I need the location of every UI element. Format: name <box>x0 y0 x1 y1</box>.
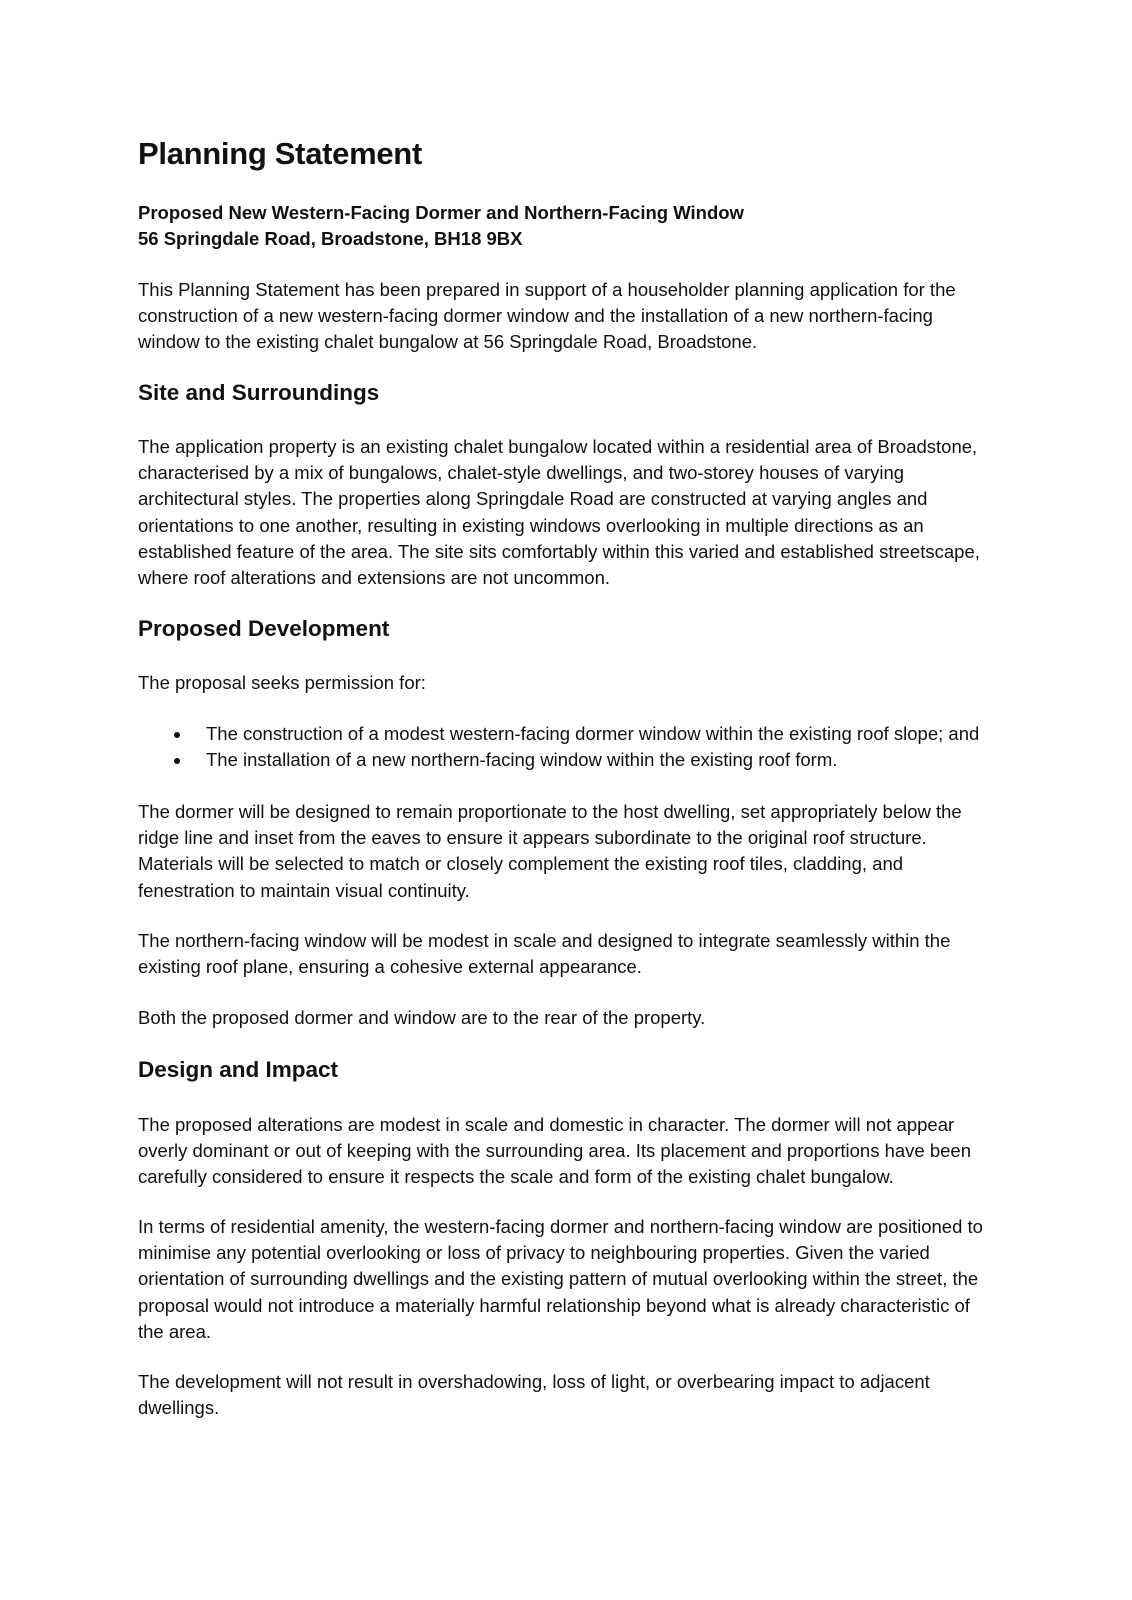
impact-paragraph <box>138 1369 1008 1421</box>
text-line: proposal would not introduce a materially harmful relationship beyond what is already characteristic of <box>138 1294 970 1316</box>
text-line: The proposed alterations are modest in scale and domestic in character. The dormer will not appear <box>138 1114 955 1135</box>
text-line: The application property is an existing chalet bungalow located within a residential area of Broadstone, <box>138 436 978 457</box>
text-line: the area. <box>138 1320 212 1342</box>
window-paragraph <box>138 928 1008 980</box>
text-line: overly dominant or out of keeping with the surrounding area. Its placement and proportions have been <box>138 1140 972 1162</box>
text-line: existing roof plane, ensuring a cohesive external appearance. <box>138 956 642 978</box>
text-line: orientation of surrounding dwellings and the existing pattern of mutual overlooking within the street, the <box>138 1268 979 1290</box>
text-line: construction of a new western-facing dormer window and the installation of a new northern-facing <box>138 305 933 327</box>
text-line: window to the existing chalet bungalow at 56 Springdale Road, Broadstone. <box>138 331 758 353</box>
text-line: carefully considered to ensure it respects the scale and form of the existing chalet bungalow. <box>138 1166 894 1188</box>
text-line: ridge line and inset from the eaves to ensure it appears subordinate to the original roof structure. <box>138 827 927 849</box>
text-line: Both the proposed dormer and window are to the rear of the property. <box>138 1007 706 1028</box>
subheading-address: 56 Springdale Road, Broadstone, BH18 9BX <box>138 228 523 249</box>
list-item <box>138 721 979 747</box>
text-line: dwellings. <box>138 1397 220 1419</box>
design-heading: Design and Impact <box>138 1057 339 1082</box>
text-line: established feature of the area. The site sits comfortably within this varied and established streetscape, <box>138 540 980 562</box>
text-line: fenestration to maintain visual continuity. <box>138 879 470 901</box>
text-line: orientations to one another, resulting in existing windows overlooking in multiple directions as an <box>138 514 924 536</box>
dormer-paragraph <box>138 799 1008 904</box>
list-item-text: The construction of a modest western-facing dormer window within the existing roof slope; and <box>206 723 980 744</box>
text-line: characterised by a mix of bungalows, chalet-style dwellings, and two-storey houses of varying <box>138 462 905 484</box>
amenity-paragraph <box>138 1214 1008 1345</box>
text-line: where roof alterations and extensions are not uncommon. <box>138 567 611 589</box>
page-title: Planning Statement <box>138 136 422 171</box>
list-item-text: The installation of a new northern-facing window within the existing roof form. <box>206 749 838 771</box>
bullet-icon <box>174 758 180 764</box>
rear-paragraph <box>138 1005 1008 1031</box>
text-line: minimise any potential overlooking or loss of privacy to neighbouring properties. Given the varied <box>138 1242 930 1264</box>
text-line: The development will not result in overshadowing, loss of light, or overbearing impact to adjacent <box>138 1371 930 1392</box>
bullet-icon <box>174 732 180 738</box>
proposal-subheading <box>138 200 744 252</box>
text-line: The northern-facing window will be modest in scale and designed to integrate seamlessly within the <box>138 930 951 951</box>
text-line: Materials will be selected to match or closely complement the existing roof tiles, cladding, and <box>138 853 904 875</box>
text-line: This Planning Statement has been prepared in support of a householder planning application for the <box>138 279 956 300</box>
proposal-lead <box>138 670 1008 696</box>
design-paragraph <box>138 1112 1008 1191</box>
proposed-heading: Proposed Development <box>138 616 390 641</box>
list-item <box>138 747 979 773</box>
text-line: The dormer will be designed to remain proportionate to the host dwelling, set appropriately below the <box>138 801 962 822</box>
text-line: architectural styles. The properties along Springdale Road are constructed at varying angles and <box>138 488 928 510</box>
site-heading: Site and Surroundings <box>138 380 380 405</box>
intro-paragraph <box>138 277 1008 356</box>
subheading-line: Proposed New Western-Facing Dormer and Northern-Facing Window <box>138 202 744 223</box>
text-line: In terms of residential amenity, the western-facing dormer and northern-facing window are positioned to <box>138 1216 983 1237</box>
site-paragraph <box>138 434 1008 591</box>
proposal-list <box>138 721 979 773</box>
text-line: The proposal seeks permission for: <box>138 672 426 693</box>
